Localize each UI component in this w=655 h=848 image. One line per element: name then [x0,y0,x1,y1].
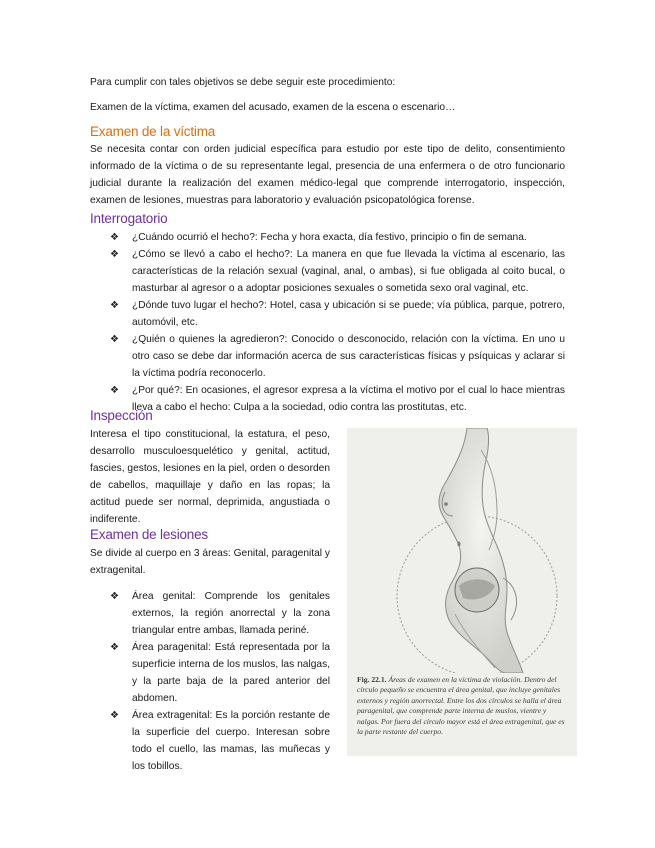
nipple-mark [444,502,448,506]
list-item-text: ¿Quién o quienes la agredieron?: Conocido o desconocido, relación con la víctima. En uno u otro caso se debe dar información acerca de sus características físicas y psíquicas y aclarar si la víctima podría reconocerlo. [132,334,565,379]
paragraph-examen-lesiones: Se divide al cuerpo en 3 áreas: Genital, paragenital y extragenital. [90,548,330,576]
heading-examen-victima: Examen de la víctima [90,124,216,139]
list-item [110,297,565,331]
figure-caption [357,675,569,737]
body-areas-illustration [347,428,577,673]
diamond-bullet-icon: ❖ [110,642,119,653]
intro-line-1: Para cumplir con tales objetivos se debe seguir este procedimiento: [90,77,396,88]
paragraph-examen-victima: Se necesita contar con orden judicial específica para estudio por este tipo de delito, consentimiento informado de la víctima o de su representante legal, presencia de una enfermera o de otro funcionario judicial durante la realización del examen médico-legal que comprende interrogatorio, inspección, examen de lesiones, muestras para laboratorio y evaluación psicopatológica forense. [90,144,565,206]
navel-mark [458,542,461,547]
list-item-text: ¿Por qué?: En ocasiones, el agresor expresa a la víctima el motivo por el cual lo hace mientras lleva a cabo el hecho: Culpa a la sociedad, odio contra las prostitutas, etc. [132,385,565,413]
interrogatorio-list [110,229,565,416]
list-item-text: ¿Cómo se llevó a cabo el hecho?: La manera en que fue llevada la víctima al escenario, las características de la relación sexual (vaginal, anal, o ambas), si fue obligada al coito bucal, o masturbar al agresor o a adoptar posiciones sexuales o sometida sexo oral vaginal, etc. [132,249,565,294]
list-item-text: Área genital: Comprende los genitales externos, la región anorrectal y la zona triangular entre ambas, llamada periné. [132,591,330,636]
intro-line-2: Examen de la víctima, examen del acusado, examen de la escena o escenario… [90,102,456,113]
list-item [110,331,565,382]
diamond-bullet-icon: ❖ [110,591,119,602]
list-item [110,639,330,707]
heading-inspeccion: Inspección [90,408,153,423]
diamond-bullet-icon: ❖ [110,249,119,260]
diamond-bullet-icon: ❖ [110,710,119,721]
paragraph-inspeccion: Interesa el tipo constitucional, la estatura, el peso, desarrollo musculoesquelético y genital, actitud, fascies, gestos, lesiones en la piel, orden o desorden de cabellos, maquillaje y daño en las ropas; la actitud puede ser normal, deprimida, angustiada o indiferente. [90,429,330,525]
body-silhouette [439,428,523,673]
diamond-bullet-icon: ❖ [110,300,119,311]
list-item [110,382,565,416]
diamond-bullet-icon: ❖ [110,334,119,345]
list-item [110,229,565,246]
lesiones-list [110,588,330,775]
list-item [110,707,330,775]
list-item [110,588,330,639]
diamond-bullet-icon: ❖ [110,232,119,243]
figure-caption-text: Áreas de examen en la víctima de violación. Dentro del círculo pequeño se encuentra el área genital, que incluye genitales externos y región anorrectal. Entre los dos círculos se halla el área paragenital, que comprende parte interna de muslos, vientre y nalgas. Por fuera del círculo mayor está el área extragenital, que es la parte restante del cuerpo. [357,675,565,737]
list-item [110,246,565,297]
list-item-text: ¿Cuándo ocurrió el hecho?: Fecha y hora exacta, día festivo, principio o fin de semana. [132,232,527,243]
list-item-text: Área paragenital: Está representada por la superficie interna de los muslos, las nalgas, y la parte baja de la pared anterior del abdomen. [132,642,330,704]
diamond-bullet-icon: ❖ [110,385,119,396]
heading-examen-lesiones: Examen de lesiones [90,527,208,542]
heading-interrogatorio: Interrogatorio [90,211,168,226]
list-item-text: Área extragenital: Es la porción restante de la superficie del cuerpo. Interesan sobre todo el cuello, las mamas, las muñecas y los tobillos. [132,710,330,772]
list-item-text: ¿Dónde tuvo lugar el hecho?: Hotel, casa y ubicación si se puede; vía pública, parque, potrero, automóvil, etc. [132,300,565,328]
anatomical-figure [347,428,577,756]
figure-label: Fig. 22.1. [357,675,387,684]
